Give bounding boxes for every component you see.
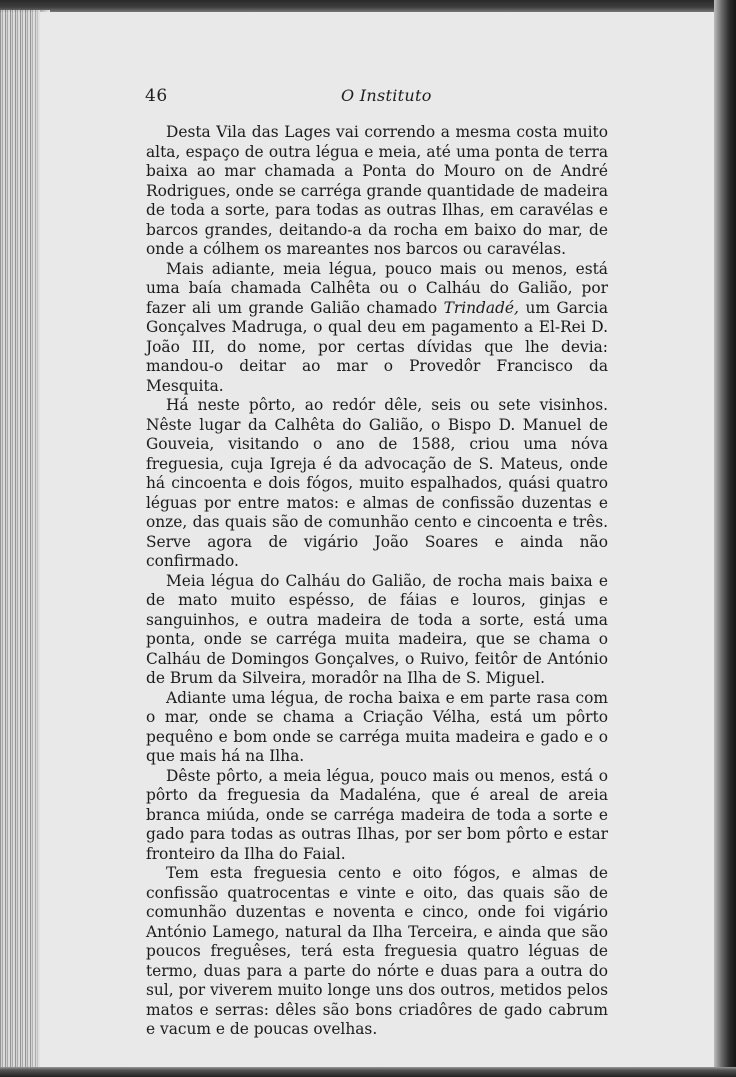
- bottom-edge: [0, 1067, 736, 1077]
- binding-shadow: [714, 0, 736, 1077]
- paragraph-text: um Garcia Gonçalves Madruga, o qual deu em pagamento a El-Rei D. João III, do nome, por certas dívidas que lhe devia: mandou-o deitar ao mar o Provedôr Francisco da Mesquita.: [146, 298, 608, 395]
- paragraph-text: Mais adiante, meia légua, pouco mais ou menos, está uma baía chamada Calhêta ou o Calháu do Galião, por fazer ali um grande Galião chamado: [146, 259, 608, 317]
- paragraph: Adiante uma légua, de rocha baixa e em parte rasa com o mar, onde se chama a Criação Vélha, está um pôrto pequêno e bom onde se carréga muita madeira e gado e o que mais há na Ilha.: [146, 688, 608, 765]
- page-number: 46: [145, 86, 168, 106]
- page-stack-fade: [30, 10, 50, 1070]
- paragraph: Tem esta freguesia cento e oito fógos, e almas de confissão quatrocentas e vinte e oito, das quais são de comunhão duzentas e noventa e cinco, onde foi vigário António Lamego, natural da Ilha Terceira, e ainda que são poucos freguêses, terá esta freguesia quatro léguas de termo, duas para a parte do nórte e duas para a outra do sul, por viverem muito longe uns dos outros, metidos pelos matos e serras: dêles são bons criadôres de gado cabrum e vacum e de poucas ovelhas.: [146, 864, 608, 1038]
- paragraph: Meia légua do Calháu do Galião, de rocha mais baixa e de mato muito espésso, de fáias e louros, ginjas e sanguinhos, e outra madeira de toda a sorte, está uma ponta, onde se carréga muita madeira, que se chama o Calháu de Domingos Gonçalves, o Ruivo, feitôr de António de Brum da Silveira, moradôr na Ilha de S. Miguel.: [146, 571, 608, 687]
- paragraph: Há neste pôrto, ao redór dêle, seis ou sete visinhos. Nêste lugar da Calhêta do Galião, o Bispo D. Manuel de Gouveia, visitando o ano de 1588, criou uma nóva freguesia, cuja Igreja é da advocação de S. Mateus, onde há cincoenta e dois fógos, muito espalhados, quási quatro léguas por entre matos: e almas de confissão duzentas e onze, das quais são de comunhão cento e cincoenta e três. Serve agora de vigário João Soares e ainda não confirmado.: [146, 396, 608, 570]
- body-text: [146, 123, 608, 1040]
- paragraph: Desta Vila das Lages vai correndo a mesma costa muito alta, espaço de outra légua e meia, até uma ponta de terra baixa ao mar chamada a Ponta do Mouro on de André Rodrigues, onde se carréga grande quantidade de madeira de toda a sorte, para todas as outras Ilhas, em caravélas e barcos grandes, deitando-a da rocha em baixo do mar, de onde a cólhem os mareantes nos barcos ou caravélas.: [146, 123, 608, 258]
- running-title: O Instituto: [341, 86, 432, 105]
- paragraph: Dêste pôrto, a meia légua, pouco mais ou menos, está o pôrto da freguesia da Madaléna, que é areal de areia branca miúda, onde se carréga madeira de toda a sorte e gado para todas as outras Ilhas, por ser bom pôrto e estar fronteiro da Ilha do Faial.: [146, 766, 608, 863]
- top-edge: [0, 0, 736, 12]
- page-header: [145, 86, 605, 110]
- paragraph: [146, 260, 608, 397]
- ship-name: Trindadé,: [443, 298, 519, 317]
